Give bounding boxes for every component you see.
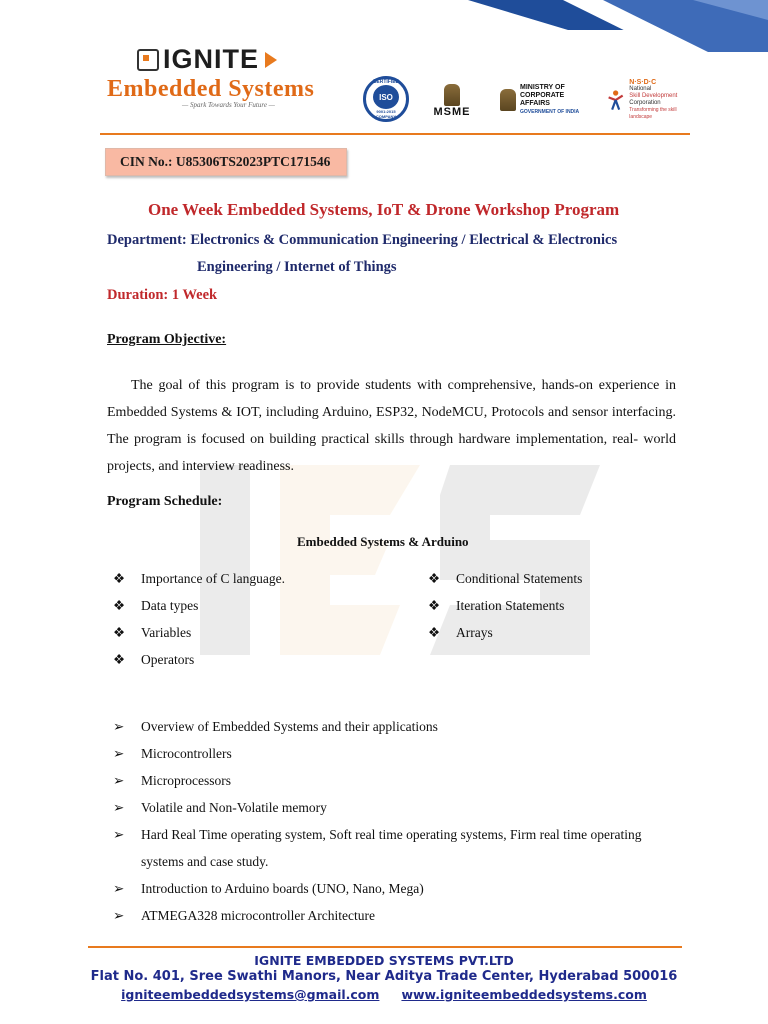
list-item-text: Operators xyxy=(141,652,195,667)
list-item xyxy=(113,565,285,592)
department-line-1: Department: Electronics & Communication Engineering / Electrical & Electronics xyxy=(107,232,618,248)
diamond-bullet-icon: ❖ xyxy=(428,625,441,640)
list-item-text: Data types xyxy=(141,598,199,613)
list-item-text: Iteration Statements xyxy=(456,598,565,613)
list-item-text: Hard Real Time operating system, Soft real time operating systems, Firm real time operating systems and case study. xyxy=(141,827,642,869)
list-item xyxy=(428,565,582,592)
nsdc-line: National xyxy=(629,86,652,92)
mca-text xyxy=(520,84,579,116)
list-item-text: Importance of C language. xyxy=(141,571,285,586)
iso-bottom-text: COMPANY xyxy=(375,114,397,119)
list-item-text: ATMEGA328 microcontroller Architecture xyxy=(141,908,375,923)
page-title: One Week Embedded Systems, IoT & Drone Workshop Program xyxy=(148,200,620,219)
arrow-bullet-icon: ➢ xyxy=(113,881,125,896)
schedule-heading: Program Schedule: xyxy=(107,494,223,509)
arrow-bullet-icon: ➢ xyxy=(113,773,125,788)
objective-paragraph xyxy=(107,372,676,480)
iso-top-text: CERTIFIED xyxy=(372,79,400,85)
list-item xyxy=(428,592,582,619)
diamond-bullet-icon: ❖ xyxy=(113,652,126,667)
arrow-bullet-icon: ➢ xyxy=(113,800,125,815)
chip-icon xyxy=(137,49,159,71)
mca-logo xyxy=(500,80,592,120)
nsdc-figure-icon xyxy=(606,87,625,113)
national-emblem-icon xyxy=(500,89,516,111)
topics-list-left xyxy=(113,565,285,673)
list-item xyxy=(113,767,673,794)
department-line-2: Engineering / Internet of Things xyxy=(197,259,397,275)
iso-label: ISO xyxy=(379,92,393,102)
list-item xyxy=(113,646,285,673)
msme-logo xyxy=(428,80,476,122)
iso-number: 9001:2015 xyxy=(376,109,396,114)
mca-gov-text: GOVERNMENT OF INDIA xyxy=(520,109,580,115)
nsdc-logo xyxy=(606,80,692,120)
arrow-bullet-icon: ➢ xyxy=(113,746,125,761)
section-heading: Embedded Systems & Arduino xyxy=(297,534,469,549)
diamond-bullet-icon: ❖ xyxy=(113,625,126,640)
iso-badge xyxy=(363,76,409,122)
mca-line: AFFAIRS xyxy=(520,100,550,107)
list-item-text: Microcontrollers xyxy=(141,746,232,761)
list-item xyxy=(113,821,673,875)
mca-line: MINISTRY OF xyxy=(520,84,565,91)
list-item xyxy=(113,619,285,646)
diamond-bullet-icon: ❖ xyxy=(428,571,441,586)
logo-tagline: — Spark Towards Your Future — xyxy=(182,101,275,109)
list-item xyxy=(428,619,582,646)
header-divider xyxy=(100,133,690,135)
embedded-topics-list xyxy=(113,713,673,929)
list-item-text: Introduction to Arduino boards (UNO, Nano, Mega) xyxy=(141,881,424,896)
footer-email-link[interactable]: igniteembeddedsystems@gmail.com xyxy=(121,987,380,1002)
list-item-text: Volatile and Non-Volatile memory xyxy=(141,800,327,815)
iso-center xyxy=(373,85,399,109)
nsdc-line: Skill Development xyxy=(629,93,678,99)
logo-subtitle: Embedded Systems xyxy=(107,76,315,102)
list-item xyxy=(113,713,673,740)
footer-address: Flat No. 401, Sree Swathi Manors, Near Aditya Trade Center, Hyderabad 500016 xyxy=(90,969,678,984)
objective-heading: Program Objective: xyxy=(107,332,227,347)
diamond-bullet-icon: ❖ xyxy=(428,598,441,613)
msme-text: MSME xyxy=(433,106,471,118)
list-item-text: Overview of Embedded Systems and their applications xyxy=(141,719,438,734)
list-item-text: Arrays xyxy=(456,625,493,640)
mca-line: CORPORATE xyxy=(520,92,565,99)
nsdc-line: Corporation xyxy=(629,100,661,106)
topics-list-right xyxy=(428,565,582,646)
footer-contacts xyxy=(0,987,768,1002)
duration: Duration: 1 Week xyxy=(107,287,218,303)
company-logo xyxy=(137,44,277,75)
list-item xyxy=(113,902,673,929)
list-item xyxy=(113,740,673,767)
objective-text: The goal of this program is to provide students with comprehensive, hands-on experience in Embedded Systems & IOT, including Arduino, ESP32, NodeMCU, Protocols and sensor interfacing. The program is focused on building practical skills through hardware implementation, real- world projects, and interview readiness. xyxy=(107,378,676,474)
arrow-bullet-icon: ➢ xyxy=(113,827,125,842)
nsdc-text xyxy=(629,79,692,121)
play-arrow-icon xyxy=(265,52,277,68)
list-item xyxy=(113,794,673,821)
nsdc-tagline: Transforming the skill landscape xyxy=(629,107,677,120)
cin-box: CIN No.: U85306TS2023PTC171546 xyxy=(105,148,347,176)
list-item-text: Variables xyxy=(141,625,192,640)
diamond-bullet-icon: ❖ xyxy=(113,571,126,586)
logo-wordmark: IGNITE xyxy=(163,44,260,74)
nsdc-title: N·S·D·C xyxy=(629,79,657,86)
list-item-text: Microprocessors xyxy=(141,773,231,788)
list-item-text: Conditional Statements xyxy=(456,571,583,586)
national-emblem-icon xyxy=(444,84,460,106)
footer-company: IGNITE EMBEDDED SYSTEMS PVT.LTD xyxy=(254,953,514,968)
footer-website-link[interactable]: www.igniteembeddedsystems.com xyxy=(401,987,647,1002)
list-item xyxy=(113,875,673,902)
list-item xyxy=(113,592,285,619)
diamond-bullet-icon: ❖ xyxy=(113,598,126,613)
arrow-bullet-icon: ➢ xyxy=(113,908,125,923)
header-corner-decoration xyxy=(348,0,768,60)
arrow-bullet-icon: ➢ xyxy=(113,719,125,734)
footer-divider xyxy=(88,946,682,948)
